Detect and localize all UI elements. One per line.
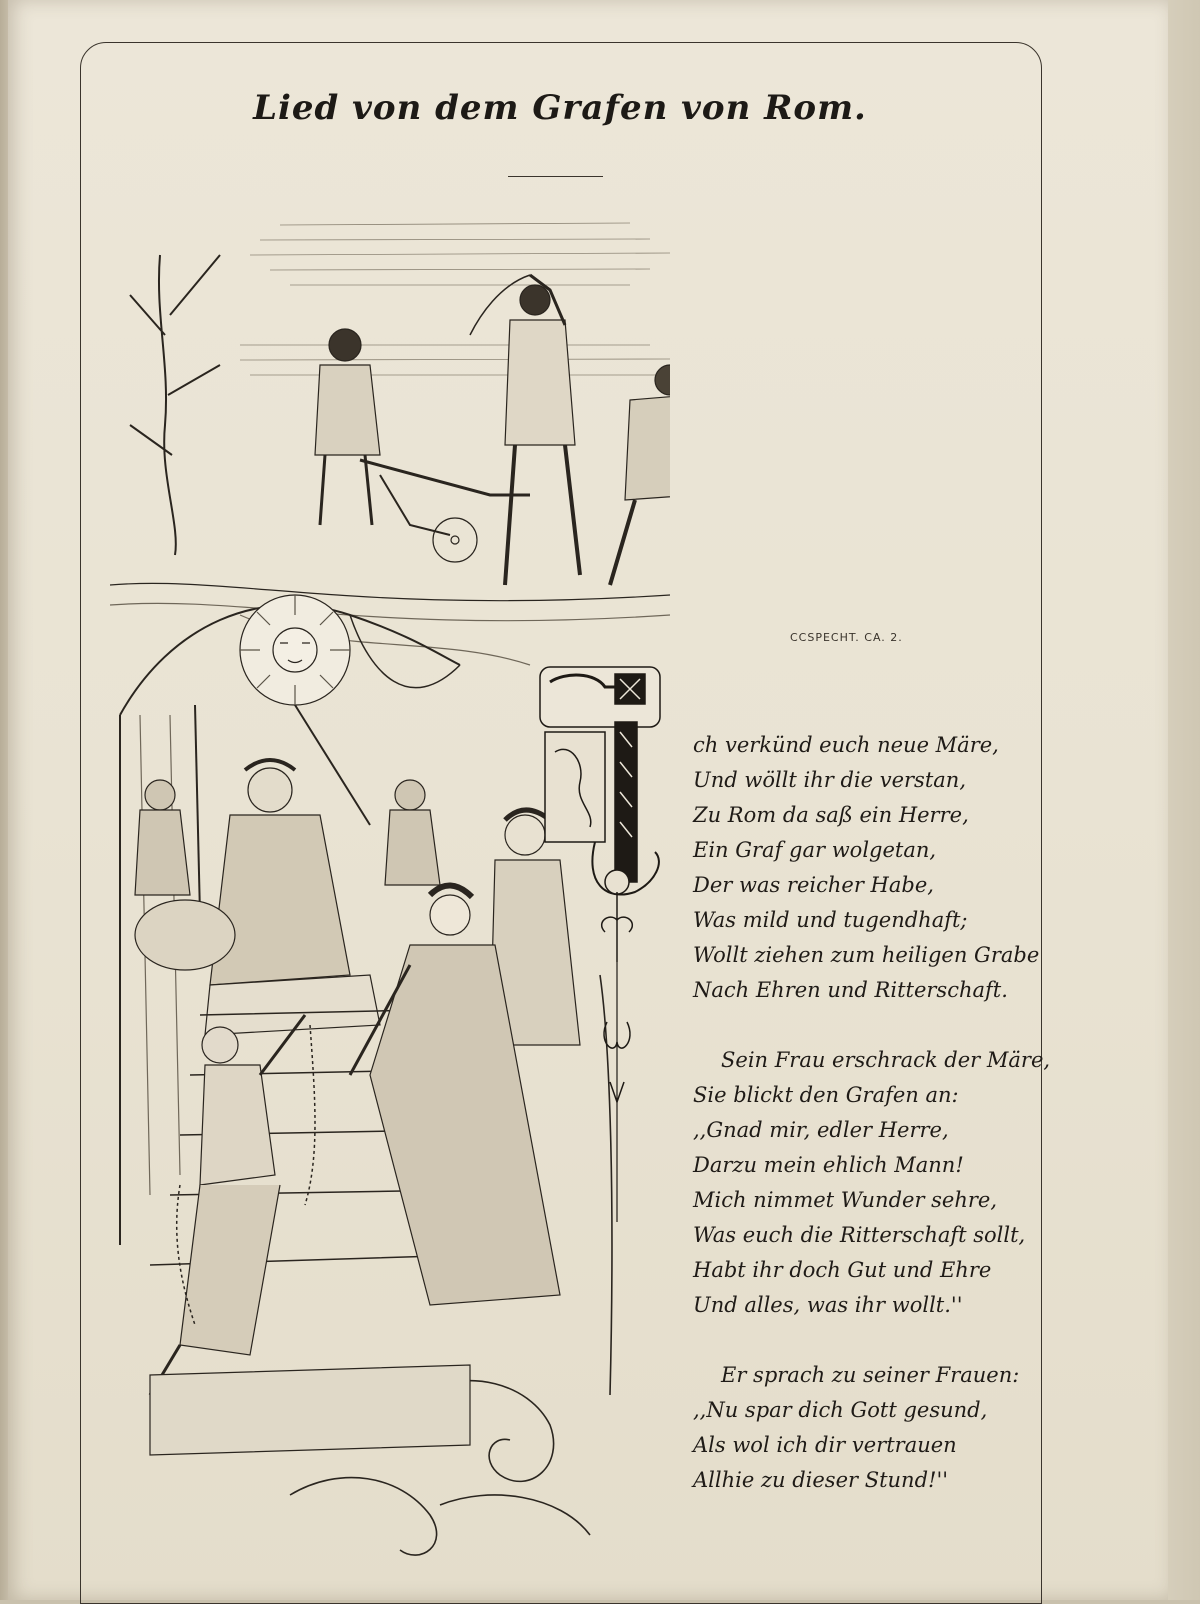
poem-body xyxy=(693,728,1053,1533)
poem-line: Sein Frau erschrack der Märe, xyxy=(721,1048,1051,1072)
poem-line: Wollt ziehen zum heiligen Grabe xyxy=(693,943,1040,967)
drop-cap-ornament xyxy=(535,662,675,1222)
sky-hatching xyxy=(240,223,670,375)
captive-figure xyxy=(610,365,670,585)
sultan-figure xyxy=(205,760,380,1035)
ground-line xyxy=(110,583,670,600)
title-divider xyxy=(508,176,603,177)
kneeling-captive-figure xyxy=(150,1015,305,1395)
poem-line: Darzu mein ehlich Mann! xyxy=(693,1153,964,1177)
poem-line: ,,Gnad mir, edler Herre, xyxy=(693,1118,949,1142)
whipping-figure xyxy=(470,275,580,585)
poem-line: Mich nimmet Wunder sehre, xyxy=(693,1188,998,1212)
cushion xyxy=(135,900,235,970)
platform xyxy=(150,1365,470,1455)
poem-line: Sie blickt den Grafen an: xyxy=(693,1083,959,1107)
poem-line: ch verkünd euch neue Märe, xyxy=(693,733,999,757)
poem-line: Was euch die Ritterschaft sollt, xyxy=(693,1223,1026,1247)
tree xyxy=(130,255,220,555)
poem-line: Zu Rom da saß ein Herre, xyxy=(693,803,969,827)
poem-line: Und wöllt ihr die verstan, xyxy=(693,768,966,792)
poem-line: ,,Nu spar dich Gott gesund, xyxy=(693,1398,988,1422)
poem-title: Lied von dem Grafen von Rom. xyxy=(253,88,867,128)
poem-line: Als wol ich dir vertrauen xyxy=(693,1433,957,1457)
poem-line: Was mild und tugendhaft; xyxy=(693,908,968,932)
poem-line: Und alles, was ihr wollt.'' xyxy=(693,1293,963,1317)
poem-line: Der was reicher Habe, xyxy=(693,873,934,897)
plowman-figure xyxy=(315,329,380,525)
poem-line: Habt ihr doch Gut und Ehre xyxy=(693,1258,992,1282)
engraver-signature: CCSPECHT. CA. 2. xyxy=(790,631,903,644)
poem-line: Allhie zu dieser Stund!'' xyxy=(693,1468,949,1492)
stanza-2 xyxy=(693,1043,1053,1323)
poem-line: Er sprach zu seiner Frauen: xyxy=(721,1363,1020,1387)
plow xyxy=(360,460,530,562)
poem-line: Ein Graf gar wolgetan, xyxy=(693,838,937,862)
poem-line: Nach Ehren und Ritterschaft. xyxy=(693,978,1008,1002)
stanza-3 xyxy=(693,1358,1053,1498)
stanza-1 xyxy=(693,728,1053,1008)
